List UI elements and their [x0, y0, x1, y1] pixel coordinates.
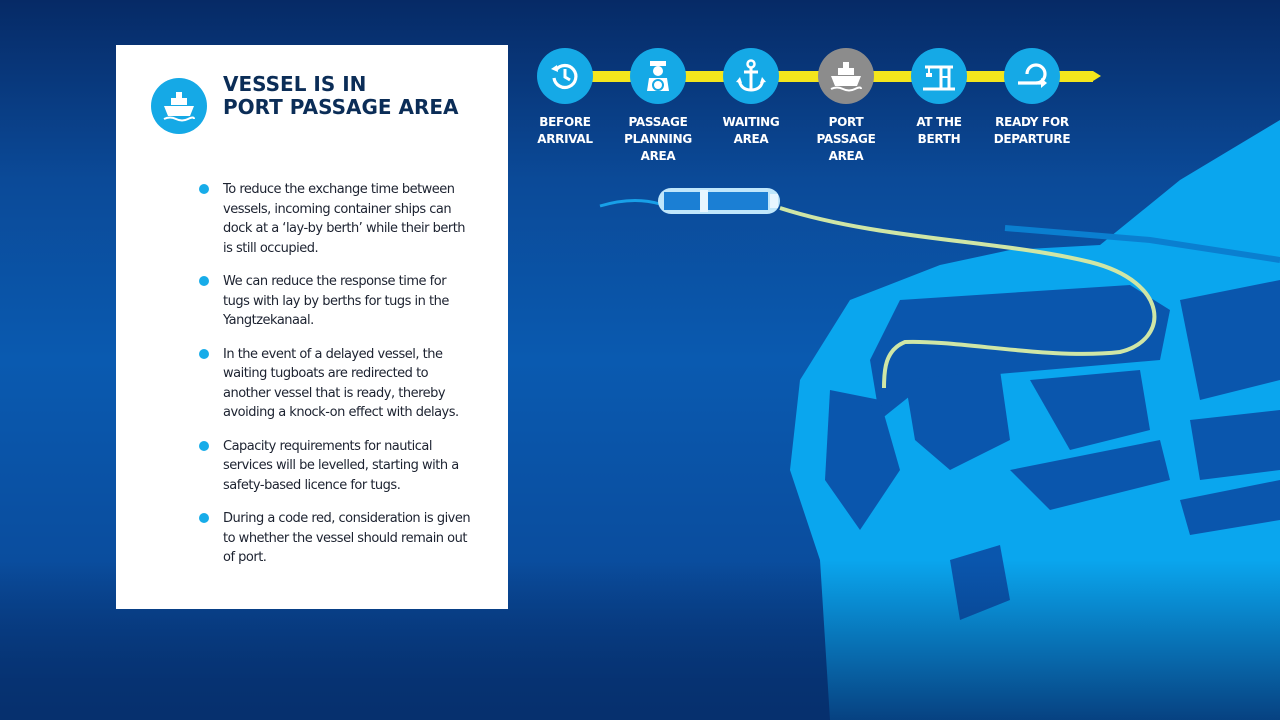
stage-label-line: PASSAGE	[816, 132, 876, 146]
loop-arrow-icon	[1004, 48, 1060, 104]
stage-label	[994, 114, 1071, 148]
stage-label	[817, 114, 876, 165]
crane-icon	[911, 48, 967, 104]
stage-label-line: DEPARTURE	[993, 132, 1071, 146]
bullet-text: To reduce the exchange time between vessels, incoming container ships can dock at a ‘lay-by berth’ while their berth is still occupied.	[223, 182, 466, 256]
ship-icon	[151, 78, 207, 134]
bullet-dot	[199, 276, 209, 286]
basin-6	[1190, 410, 1280, 480]
list-item	[199, 180, 474, 258]
stage-label	[537, 114, 593, 148]
list-item	[199, 437, 474, 496]
list-item	[199, 509, 474, 568]
stage-label-line: READY FOR	[995, 115, 1069, 129]
bullet-dot	[199, 184, 209, 194]
stage-label-line: ARRIVAL	[537, 132, 593, 146]
list-item	[199, 272, 474, 331]
container-ship	[600, 188, 780, 214]
bullet-text: In the event of a delayed vessel, the waiting tugboats are redirected to another vessel that is ready, thereby avoiding a knock-on effect with delays.	[223, 346, 459, 420]
list-item	[199, 345, 474, 423]
pilot-icon	[630, 48, 686, 104]
stage-label-line: BEFORE	[539, 115, 591, 129]
stage-label	[723, 114, 780, 148]
panel-title	[223, 73, 493, 119]
stage-label-line: AREA	[733, 132, 769, 146]
bullet-text: During a code red, consideration is given to whether the vessel should remain out of port.	[223, 511, 471, 565]
timeline-arrow-tip	[1093, 71, 1101, 81]
clock-arrow-icon	[537, 48, 593, 104]
stage-ready-for-departure[interactable]	[972, 48, 1092, 148]
bullet-text: We can reduce the response time for tugs with lay by berths for tugs in the Yangtzekanaal.	[223, 274, 449, 328]
info-panel	[116, 45, 508, 609]
stage-label-line: PLANNING	[624, 132, 692, 146]
ship-icon	[818, 48, 874, 104]
stage-label-line: BERTH	[917, 132, 961, 146]
panel-title-line2: PORT PASSAGE AREA	[223, 95, 459, 119]
stage-label-line: PORT	[828, 115, 864, 129]
panel-title-line1: VESSEL IS IN	[223, 72, 367, 96]
bullet-dot	[199, 441, 209, 451]
stage-label-line: AT THE	[916, 115, 962, 129]
stage-label	[916, 114, 961, 148]
anchor-icon	[723, 48, 779, 104]
stage-label-line: WAITING	[722, 115, 780, 129]
bullet-dot	[199, 349, 209, 359]
stage-label	[624, 114, 692, 165]
bullet-dot	[199, 513, 209, 523]
stage-label-line: PASSAGE	[628, 115, 688, 129]
stage-label-line: AREA	[828, 149, 864, 163]
bullet-text: Capacity requirements for nautical services will be levelled, starting with a safety-based licence for tugs.	[223, 438, 459, 493]
bullet-list	[199, 180, 474, 582]
stage-label-line: AREA	[640, 149, 676, 163]
